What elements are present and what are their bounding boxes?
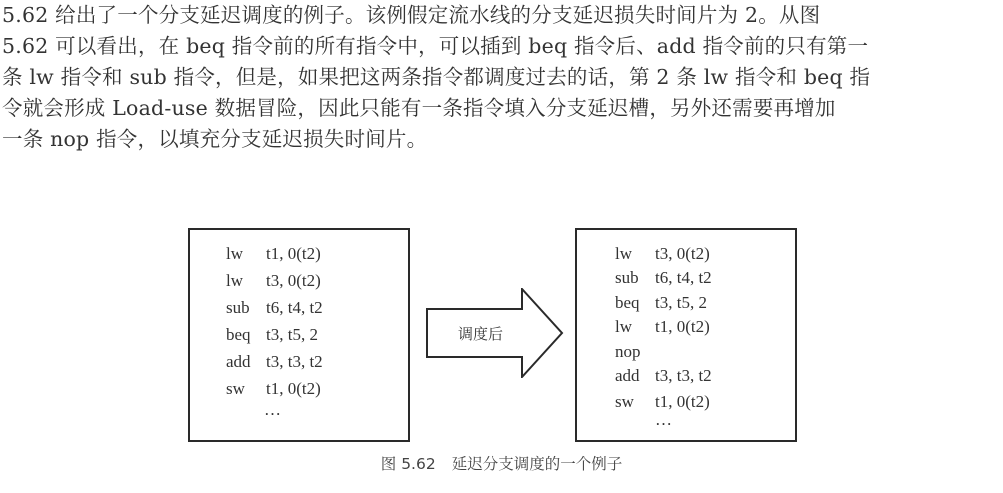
- code-box-after: [575, 228, 797, 442]
- body-paragraph: [2, 0, 1000, 155]
- opcode: sub: [226, 298, 250, 317]
- figure-caption: [0, 452, 1003, 474]
- opcode: add: [226, 352, 251, 371]
- schedule-arrow: [426, 288, 564, 378]
- code-box-before: [188, 228, 410, 442]
- figure-number: 图 5.62: [380, 455, 436, 473]
- operands: t1, 0(t2): [266, 379, 321, 398]
- paragraph-line: 一条 nop 指令，以填充分支延迟损失时间片。: [2, 127, 428, 151]
- opcode: lw: [615, 244, 632, 263]
- opcode: sw: [226, 379, 245, 398]
- ellipsis: …: [264, 400, 282, 419]
- opcode: sub: [615, 268, 639, 287]
- operands: t3, t3, t2: [266, 352, 323, 371]
- opcode: lw: [226, 244, 243, 263]
- operands: t6, t4, t2: [655, 268, 712, 287]
- opcode: sw: [615, 392, 634, 411]
- opcode: lw: [226, 271, 243, 290]
- operands: t3, 0(t2): [266, 271, 321, 290]
- arrow-label: 调度后: [458, 325, 504, 343]
- opcode: lw: [615, 317, 632, 336]
- opcode: add: [615, 366, 640, 385]
- operands: t1, 0(t2): [655, 317, 710, 336]
- operands: t3, t5, 2: [655, 293, 707, 312]
- operands: t6, t4, t2: [266, 298, 323, 317]
- operands: t3, t3, t2: [655, 366, 712, 385]
- opcode: nop: [615, 342, 641, 361]
- operands: t1, 0(t2): [655, 392, 710, 411]
- figure-caption-text: 延迟分支调度的一个例子: [451, 455, 623, 473]
- paragraph-line: 5.62 可以看出，在 beq 指令前的所有指令中，可以插到 beq 指令后、add 指令前的只有第一: [2, 34, 869, 58]
- opcode: beq: [615, 293, 640, 312]
- opcode: beq: [226, 325, 251, 344]
- operands: t3, t5, 2: [266, 325, 318, 344]
- operands: t3, 0(t2): [655, 244, 710, 263]
- ellipsis: …: [655, 410, 673, 429]
- paragraph-line: 条 lw 指令和 sub 指令，但是，如果把这两条指令都调度过去的话，第 2 条 lw 指令和 beq 指: [2, 65, 871, 89]
- paragraph-line: 令就会形成 Load-use 数据冒险，因此只能有一条指令填入分支延迟槽，另外还需要再增加: [2, 96, 836, 120]
- operands: t1, 0(t2): [266, 244, 321, 263]
- paragraph-line: 5.62 给出了一个分支延迟调度的例子。该例假定流水线的分支延迟损失时间片为 2。从图: [2, 3, 821, 27]
